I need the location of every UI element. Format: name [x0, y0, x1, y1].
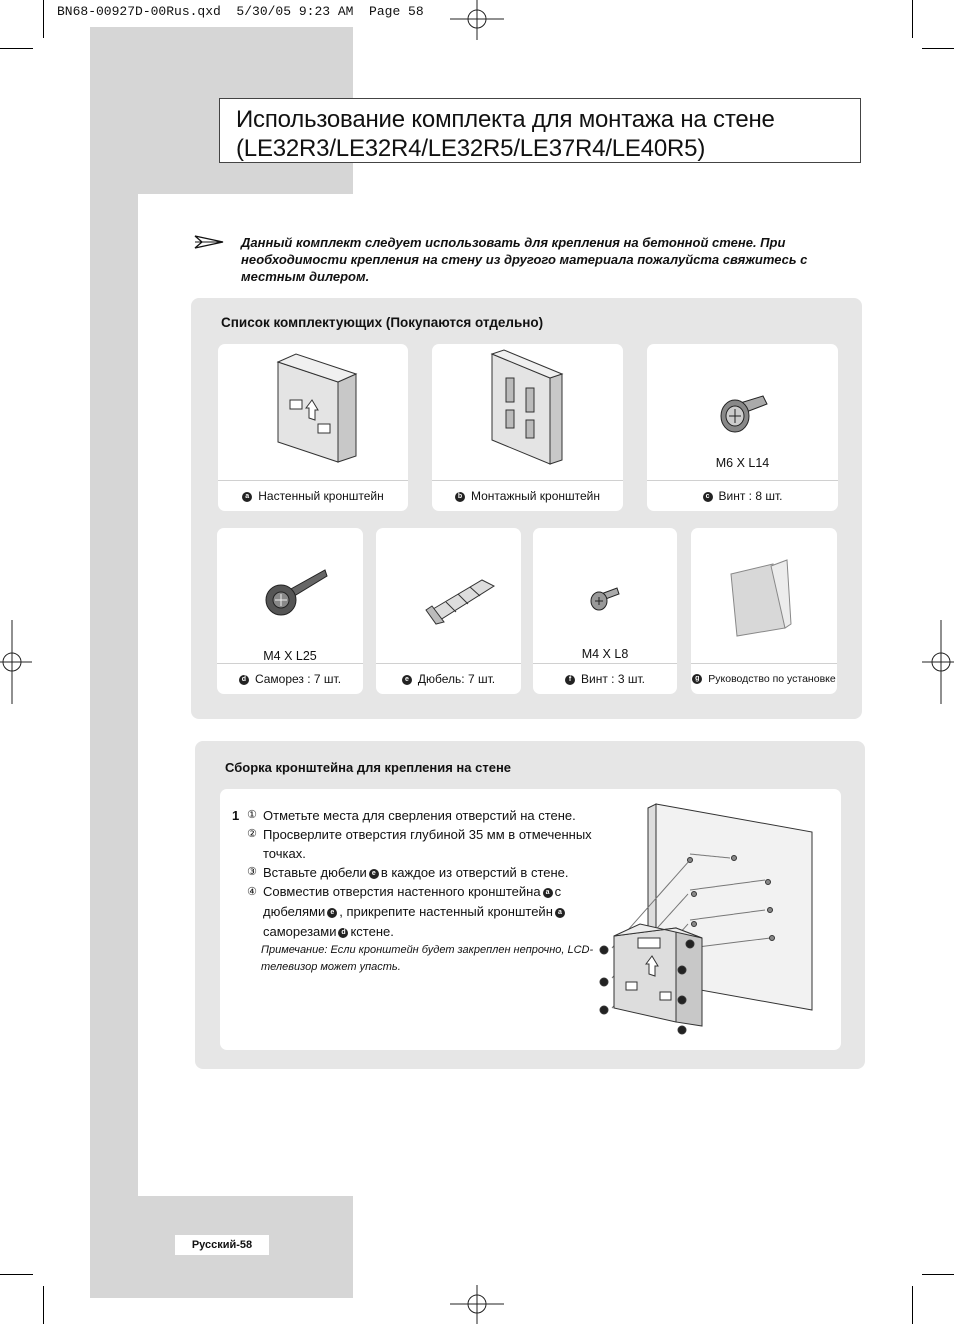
assembly-remark: Примечание: Если кронштейн будет закреплен непрочно, LCD-телевизор может упасть.	[261, 944, 594, 973]
part-label-b: b Монтажный кронштейн	[432, 480, 623, 511]
part-size-d: M4 X L25	[263, 649, 317, 663]
part-label-d: d Саморез : 7 шт.	[217, 663, 363, 694]
mount-bracket-icon	[482, 348, 572, 468]
part-label-a: a Настенный кронштейн	[218, 480, 408, 511]
screw-m4-icon	[589, 584, 623, 614]
step-4: ④ Совместив отверстия настенного кронштейна a с дюбелями e , прикрепите настенный кронштейн aсаморезами d кстене.	[232, 882, 602, 942]
part-card-screw-m6	[647, 344, 838, 511]
part-label-f: f Винт : 3 шт.	[533, 663, 677, 694]
step-3: ③ Вставьте дюбели e в каждое из отверстий в стене.	[247, 865, 569, 880]
part-card-dowel	[376, 528, 521, 694]
bullet-e-icon: e	[402, 675, 412, 685]
manual-icon	[725, 558, 795, 640]
part-label-c: c Винт : 8 шт.	[647, 480, 838, 511]
bullet-c-icon: c	[703, 492, 713, 502]
step-2-text: Просверлите отверстия глубиной 35 мм в отмеченных точках.	[263, 827, 592, 861]
part-card-mount-bracket	[432, 344, 623, 511]
wall-bracket-icon	[268, 352, 368, 472]
step-1: 1 ① Отметьте места для сверления отверстий на стене.	[232, 808, 576, 823]
parts-heading: Список комплектующих (Покупаются отдельно)	[221, 315, 544, 330]
self-tapping-screw-icon	[261, 568, 331, 622]
note-text: Данный комплект следует использовать для крепления на бетонной стене. При необходимости крепления на стену из другого материала пожалуйста свяжитесь с местным дилером.	[241, 235, 808, 284]
step-1-text: Отметьте места для сверления отверстий на стене.	[263, 808, 576, 823]
part-label-e: e Дюбель: 7 шт.	[376, 663, 521, 694]
ref-e-icon: e	[327, 908, 337, 918]
part-card-wall-bracket	[218, 344, 408, 511]
ref-a-icon: a	[543, 888, 553, 898]
bullet-g-icon: g	[692, 674, 702, 684]
ref-d-icon: d	[338, 928, 348, 938]
bullet-a-icon: a	[242, 492, 252, 502]
file-slug: BN68-00927D-00Rus.qxd 5/30/05 9:23 AM Page 58	[57, 4, 424, 19]
step-2: ② Просверлите отверстия глубиной 35 мм в отмеченных точках.	[247, 827, 592, 861]
part-card-self-tapping-screw	[217, 528, 363, 694]
page-subtitle: (LE32R3/LE32R4/LE32R5/LE37R4/LE40R5)	[236, 135, 706, 162]
assembly-heading: Сборка кронштейна для крепления на стене	[225, 760, 512, 775]
part-size-c: M6 X L14	[715, 456, 770, 470]
bullet-b-icon: b	[455, 492, 465, 502]
ref-e-icon: e	[369, 869, 379, 879]
screw-m6-icon	[719, 392, 769, 437]
bullet-f-icon: f	[565, 675, 575, 685]
page-title: Использование комплекта для монтажа на стене	[236, 106, 775, 133]
arrow-note-icon	[194, 234, 224, 250]
part-label-g: g Руководство по установке	[691, 663, 837, 694]
ref-a-icon: a	[555, 908, 565, 918]
step-number: 1	[232, 808, 240, 823]
page-number: Русский-58	[175, 1235, 269, 1255]
part-card-manual	[691, 528, 837, 694]
part-size-f: M4 X L8	[581, 647, 629, 661]
gray-band-left	[90, 194, 138, 1298]
assembly-steps	[232, 806, 602, 976]
bullet-d-icon: d	[239, 675, 249, 685]
part-card-screw-m4	[533, 528, 677, 694]
page-title-box	[219, 98, 861, 163]
dowel-icon	[422, 572, 496, 626]
wall-mount-illustration	[590, 798, 832, 1043]
